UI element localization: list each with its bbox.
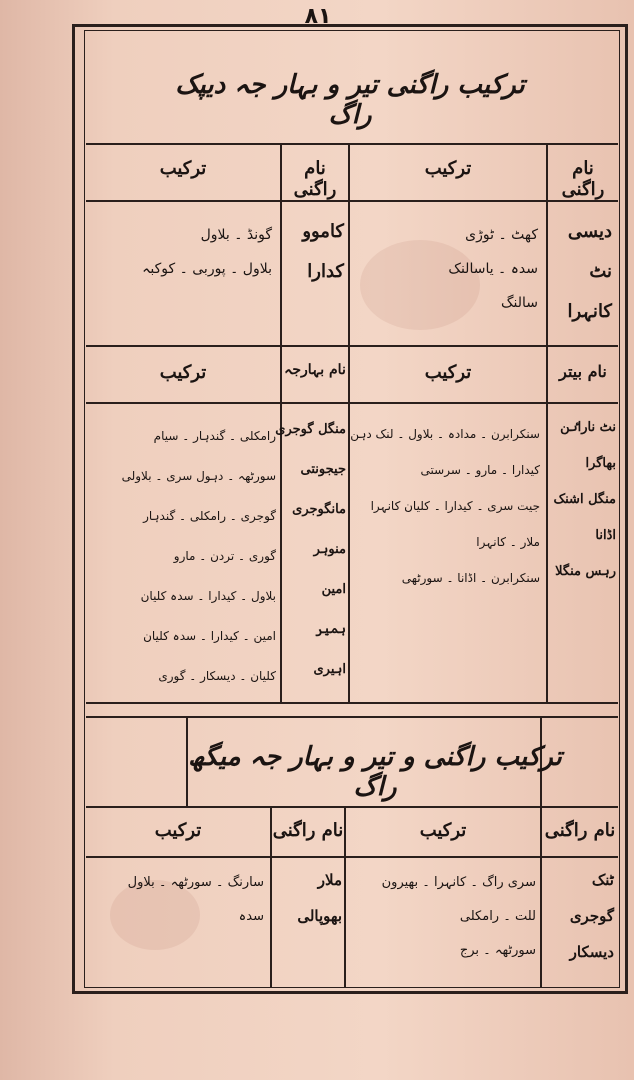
compose-column: [350, 866, 536, 968]
divider: [86, 402, 618, 404]
composition: ملار ۔ کانہرا: [476, 535, 540, 549]
composition: سری راگ ۔ کانہرا ۔ بھیرون: [381, 875, 536, 890]
raga-name: دیسکار: [569, 943, 614, 961]
header-name: نام راگنی: [272, 820, 344, 841]
raga-name: اہیری: [313, 662, 346, 677]
raga-name: نٹ: [589, 261, 612, 282]
raga-name: نٹ ناراٸن: [560, 420, 616, 435]
names-column: [275, 410, 346, 690]
divider: [86, 806, 618, 808]
header-name: نام بیتر: [559, 362, 607, 381]
names-column: [542, 862, 614, 970]
composition: سارنگ ۔ سورٹھہ ۔ بلاول: [127, 875, 264, 890]
raga-name: مانگوجری: [292, 502, 346, 517]
page-number: ۸۱: [304, 4, 332, 29]
header-compose: ترکیب: [159, 158, 207, 179]
raga-name: رہس منگلا: [555, 564, 616, 579]
composition: سورٹھہ ۔ برج: [459, 943, 536, 958]
raga-name: کدارا: [307, 261, 344, 282]
composition: کیدارا ۔ مارو ۔ سرستی: [420, 463, 540, 477]
raga-name: ٹنک: [591, 871, 614, 889]
composition: جیت سری ۔ کیدارا ۔ کلیان کانہرا: [370, 499, 540, 513]
raga-name: دیسی: [567, 221, 612, 242]
header-name: نام بہارجہ: [284, 362, 346, 378]
header-compose: ترکیب: [154, 820, 202, 841]
composition: گونڈ ۔ بلاول: [200, 227, 272, 243]
composition: امین ۔ کیدارا ۔ سدہ کلیان: [143, 629, 276, 643]
composition: رامکلی ۔ گندہار ۔ سیام: [153, 429, 276, 443]
raga-name: بھوپالی: [297, 907, 342, 925]
raga-name: گوجری: [569, 907, 614, 925]
composition: سنکرابرن ۔ مدادہ ۔ بلاول ۔ لنک دہن: [350, 427, 540, 441]
composition: گوجری ۔ رامکلی ۔ گندہار: [143, 509, 276, 523]
compose-column: [92, 218, 272, 286]
divider: [86, 702, 618, 704]
raga-name: ہمیر: [315, 622, 346, 637]
header-compose: ترکیب: [159, 362, 207, 383]
raga-name: کانہرا: [567, 301, 612, 322]
composition: گوری ۔ تردن ۔ مارو: [173, 549, 276, 563]
section1-title: ترکیب راگنی تیر و بہار جہ دیپک راگ: [175, 70, 525, 130]
composition: للت ۔ رامکلی: [459, 909, 536, 924]
compose-column: [92, 866, 264, 934]
raga-name: منگل گوجری: [275, 422, 346, 437]
divider: [86, 200, 618, 202]
divider: [86, 856, 618, 858]
compose-column: [92, 416, 276, 696]
composition: بلاول ۔ کیدارا ۔ سدہ کلیان: [140, 589, 276, 603]
composition: کلیان ۔ دیسکار ۔ گوری: [158, 669, 276, 683]
raga-name: بھاگرا: [585, 456, 616, 471]
divider: [86, 143, 618, 145]
names-column: [282, 212, 344, 292]
header-name: نام راگنی: [544, 820, 616, 841]
raga-name: امین: [321, 582, 346, 597]
raga-name: کاموو: [302, 221, 344, 242]
composition: سالنگ: [500, 295, 538, 311]
header-compose: ترکیب: [424, 362, 472, 383]
composition: کھٹ ۔ ٹوڑی: [465, 227, 538, 243]
composition: سنکرابرن ۔ اڈانا ۔ سورٹھی: [401, 571, 540, 585]
raga-name: منوہر: [313, 542, 346, 557]
composition: بلاول ۔ پوربی ۔ کوکبہ: [142, 261, 272, 277]
raga-name: ملار: [317, 871, 342, 889]
header-compose: ترکیب: [419, 820, 467, 841]
raga-name: اڈانا: [595, 528, 616, 543]
composition: سورٹھہ ۔ دہول سری ۔ بلاولی: [121, 469, 276, 483]
raga-name: جیجونتی: [300, 462, 346, 477]
names-column: [548, 212, 612, 332]
names-column: [548, 410, 616, 590]
section3-title: ترکیب راگنی و تیر و بہار جہ میگھ راگ: [188, 742, 562, 802]
divider: [86, 716, 618, 718]
composition: سدہ: [238, 909, 264, 924]
header-name: نام راگنی: [293, 158, 337, 200]
raga-name: منگل اشنک: [553, 492, 616, 507]
divider: [86, 345, 618, 347]
compose-column: [352, 416, 540, 596]
compose-column: [352, 218, 538, 320]
composition: سدہ ۔ یاسالنک: [448, 261, 538, 277]
names-column: [272, 862, 342, 934]
header-name: نام راگنی: [561, 158, 605, 200]
header-compose: ترکیب: [424, 158, 472, 179]
